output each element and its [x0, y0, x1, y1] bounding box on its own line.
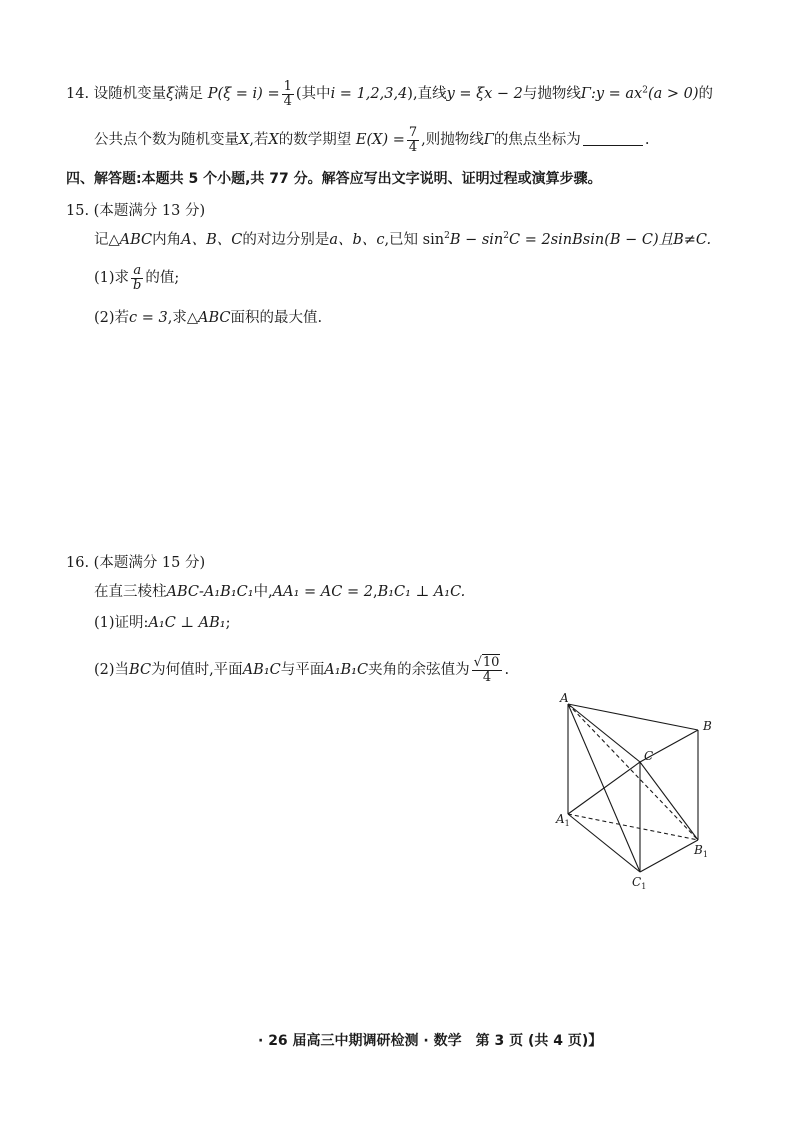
q14-text: 公共点个数为随机变量: [94, 132, 239, 149]
q14-text: ,则抛物线: [421, 132, 484, 149]
segment-a1-b1-dashed: [568, 814, 698, 840]
label-c: C: [644, 749, 654, 763]
var-x: X: [268, 132, 279, 149]
exponent: 2: [503, 231, 510, 242]
q16-condition: AA₁ = AC = 2: [272, 584, 373, 600]
frac-den: 4: [408, 139, 418, 155]
exponent: 2: [444, 231, 450, 242]
q16-text: (2)当: [94, 662, 130, 679]
q15-text: (2)若: [94, 310, 130, 326]
plane-name: AB₁C: [242, 662, 281, 679]
label-a1: $A_1$: [556, 812, 570, 828]
q16-condition: B₁C₁ ⊥ A₁C.: [377, 584, 466, 600]
q14-text: ),直线: [407, 86, 447, 103]
q16-header: 16. (本题满分 15 分): [66, 555, 206, 571]
edge-b1-c1: [640, 840, 698, 872]
q16-stem: [94, 585, 465, 600]
edge-a1-c1: [568, 814, 640, 872]
q14-text: 的数学期望: [278, 132, 352, 149]
q16-text: 夹角的余弦值为: [368, 662, 470, 679]
frac-num: a: [133, 263, 142, 278]
q16-text: ;: [225, 615, 231, 631]
exponent: 2: [642, 85, 648, 96]
fraction-seven-quarters: [407, 126, 419, 154]
label-b: B: [703, 719, 712, 733]
q15-expr: C = 2sinBsin(B − C)且: [509, 232, 674, 248]
label-a: A: [560, 692, 569, 705]
prism-name: ABC-A₁B₁C₁: [166, 584, 254, 600]
label-c1: $C_1$: [632, 875, 647, 891]
var-x: X: [239, 132, 250, 149]
q14-number: 14.: [66, 86, 90, 103]
fraction-a-over-b: [131, 264, 143, 292]
segment-bc: BC: [129, 662, 152, 679]
angle-names: A、B、C: [181, 232, 243, 248]
q14-text: 与抛物线: [522, 86, 581, 103]
q14-text: 的: [698, 86, 714, 103]
q15-part1: [94, 264, 179, 292]
q15-condition: B≠C.: [673, 232, 712, 248]
gamma-symbol: Γ: [483, 132, 494, 149]
parabola-condition: (a > 0): [647, 86, 699, 103]
sqrt-radicand: 10: [482, 655, 500, 670]
frac-den: 4: [482, 669, 492, 685]
segment-a1-c: [568, 762, 640, 814]
plane-name: A₁B₁C: [324, 662, 369, 679]
segment-a-b1-dashed: [568, 704, 698, 840]
side-value: c = 3: [129, 310, 168, 326]
q16-part1: [94, 616, 231, 631]
edge-a-b: [568, 704, 698, 730]
fraction-one-quarter: [282, 80, 294, 108]
label-b1: $B_1$: [694, 843, 708, 859]
q15-expr: B − sin: [449, 232, 504, 248]
q15-text: ,已知 sin: [384, 232, 445, 248]
q16-text: 中,: [253, 584, 273, 600]
triangle-name: ABC: [119, 232, 153, 248]
fraction-sqrt10-over-4: [472, 656, 503, 684]
frac-num: 7: [408, 125, 418, 140]
section-heading: 四、解答题:本题共 5 个小题,共 77 分。解答应写出文字说明、证明过程或演算步骤。: [66, 171, 602, 187]
page-footer: · 26 届高三中期调研检测 · 数学 第 3 页 (共 4 页)】: [258, 1033, 603, 1049]
answer-blank[interactable]: [583, 145, 643, 146]
xi-symbol: ξ: [166, 86, 175, 103]
prob-expr: P(ξ = i) =: [207, 86, 280, 103]
edge-a-c: [568, 704, 640, 762]
segment-c-b1: [640, 762, 698, 840]
q16-text: (1)证明:: [94, 615, 149, 631]
q16-text: .: [504, 662, 510, 679]
q15-text: ,求△: [167, 310, 199, 326]
q16-expr: A₁C ⊥ AB₁: [148, 615, 226, 631]
q15-part2: [94, 311, 322, 326]
q15-stem: [94, 233, 711, 248]
triangle-name: ABC: [198, 310, 231, 326]
q15-text: 的值;: [145, 270, 180, 287]
q14-text: 的焦点坐标为: [493, 132, 581, 149]
frac-num: 1: [283, 79, 292, 94]
i-range: i = 1,2,3,4: [330, 86, 408, 103]
line-equation: y = ξx − 2: [446, 86, 523, 103]
q14-text: 设随机变量: [93, 86, 167, 103]
q14-text: (其中: [295, 86, 331, 103]
q16-text: 为何值时,平面: [151, 662, 243, 679]
expectation-expr: E(X) =: [355, 132, 405, 149]
q15-header: 15. (本题满分 13 分): [66, 203, 206, 219]
frac-num: √10: [472, 656, 503, 671]
q14-text: 满足: [174, 86, 204, 103]
q16-part2: [94, 656, 509, 684]
frac-den: 4: [283, 93, 292, 109]
q14-line1: [66, 80, 713, 108]
prism-figure: [548, 692, 728, 892]
q15-text: 的对边分别是: [242, 232, 330, 248]
side-names: a、b、c: [329, 232, 385, 248]
q16-text: ,: [372, 584, 378, 600]
q15-text: 面积的最大值.: [230, 310, 323, 326]
q15-text: (1)求: [94, 270, 130, 287]
q14-line2: [94, 126, 649, 154]
q15-text: 内角: [152, 232, 182, 248]
q14-text: .: [644, 132, 650, 149]
q16-text: 在直三棱柱: [94, 584, 167, 600]
q15-text: 记△: [94, 232, 120, 248]
q16-text: 与平面: [280, 662, 325, 679]
q14-text: ,若: [249, 132, 269, 149]
parabola-equation: Γ:y = ax: [580, 86, 643, 103]
frac-den: b: [133, 277, 142, 293]
